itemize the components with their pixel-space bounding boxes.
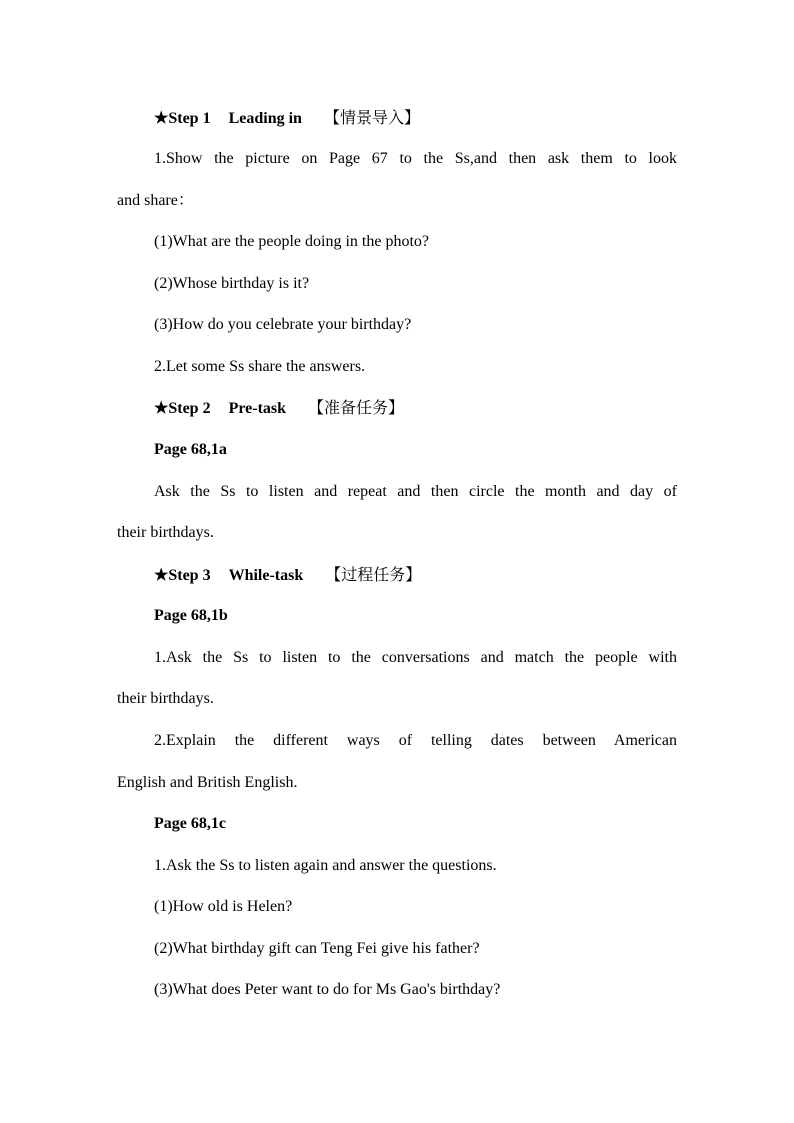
- step1-question2: (2)Whose birthday is it?: [154, 275, 310, 292]
- step3-question3: (3)What does Peter want to do for Ms Gao's birthday?: [154, 981, 501, 998]
- step1-item2: 2.Let some Ss share the answers.: [154, 358, 366, 375]
- step3-item3: 1.Ask the Ss to listen again and answer the questions.: [154, 857, 497, 874]
- step3-label: Step 3: [168, 567, 211, 584]
- star-icon: ★: [154, 400, 169, 417]
- step1-heading: [154, 108, 420, 129]
- step1-question3: (3)How do you celebrate your birthday?: [154, 316, 412, 333]
- step2-label: Step 2: [168, 400, 211, 417]
- step3-item2-line1: 2.Explain the different ways of telling dates between American: [154, 732, 677, 749]
- step3-item1-line1: 1.Ask the Ss to listen to the conversations and match the people with: [154, 649, 677, 666]
- step2-cn-title: 【准备任务】: [308, 398, 405, 417]
- step2-heading: [154, 398, 404, 419]
- step1-item1-line1: 1.Show the picture on Page 67 to the Ss,and then ask them to look: [154, 150, 677, 167]
- step2-text-line1: Ask the Ss to listen and repeat and then circle the month and day of: [154, 483, 677, 500]
- step3-question2: (2)What birthday gift can Teng Fei give his father?: [154, 940, 480, 957]
- step2-name: Pre-task: [228, 400, 287, 417]
- star-icon: ★: [154, 110, 169, 127]
- step3-item2-line2: English and British English.: [117, 774, 298, 791]
- step3-item1-line2: their birthdays.: [117, 690, 214, 707]
- step3-heading: [154, 565, 421, 586]
- step1-question1: (1)What are the people doing in the photo?: [154, 233, 430, 250]
- step1-item1-line2: and share：: [117, 192, 194, 209]
- step2-page-ref: Page 68,1a: [154, 441, 227, 458]
- step3-name: While-task: [228, 567, 304, 584]
- step1-label: Step 1: [168, 110, 211, 127]
- step3-page-ref-1c: Page 68,1c: [154, 815, 226, 832]
- step3-cn-title: 【过程任务】: [325, 565, 422, 584]
- step1-name: Leading in: [228, 110, 302, 127]
- step2-text-line2: their birthdays.: [117, 524, 214, 541]
- step3-question1: (1)How old is Helen?: [154, 898, 293, 915]
- star-icon: ★: [154, 567, 169, 584]
- step3-page-ref-1b: Page 68,1b: [154, 607, 228, 624]
- step1-cn-title: 【情景导入】: [323, 108, 420, 127]
